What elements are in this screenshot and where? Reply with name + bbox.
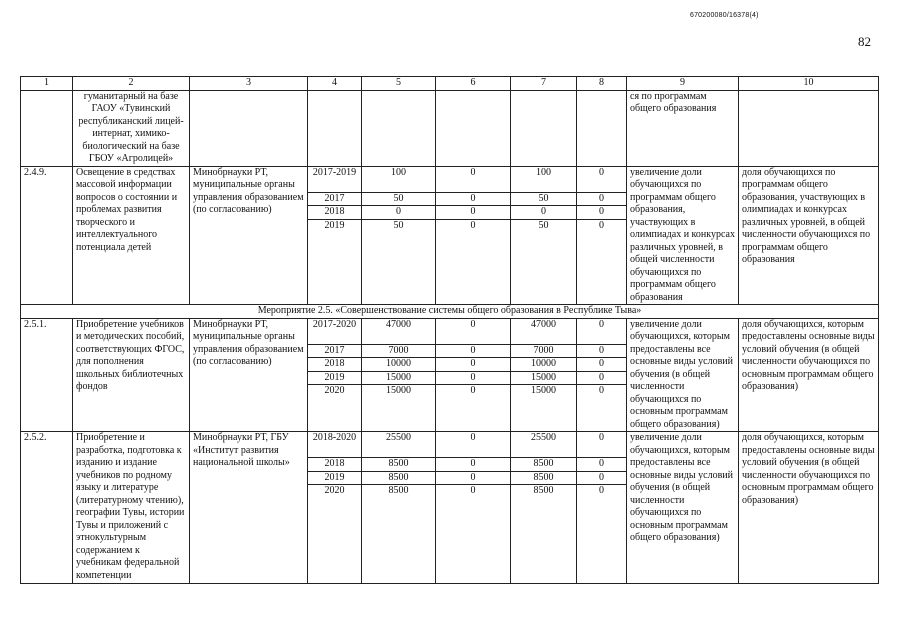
executor: Минобрнауки РТ, муниципальные органы управления образованием (по согласованию) — [190, 318, 308, 432]
value: 8500 — [533, 485, 554, 496]
total-cell — [362, 166, 436, 305]
value: 50 — [362, 192, 435, 206]
continuation-name: гуманитарный на базе ГАОУ «Тувинский республиканский лицей-интернат, химико-биологический на базе ГБОУ «Агролицей» — [73, 90, 190, 166]
regional-cell — [511, 166, 577, 305]
value: 0 — [470, 485, 476, 496]
value: 0 — [436, 192, 510, 206]
row-number: 2.5.2. — [21, 432, 73, 584]
activity-name: Приобретение и разработка, подготовка к изданию и издание учебников по родному языку и литературе (литературному чтению), географии Тувы, истории Тувы и приложений с этнокультурным содержанием к учебникам федеральной компетенции — [73, 432, 190, 584]
activity-name: Приобретение учебников и методических пособий, соответствующих ФГОС, для пополнения школьных библиотечных фондов — [73, 318, 190, 432]
value: 8500 — [362, 458, 435, 472]
value: 8500 — [511, 458, 576, 472]
value: 0 — [436, 371, 510, 385]
value: 100 — [362, 167, 435, 193]
value: 50 — [538, 219, 549, 231]
federal-cell — [436, 166, 511, 305]
value: 8500 — [388, 485, 409, 496]
value: 47000 — [511, 319, 576, 345]
value: 10000 — [362, 358, 435, 372]
value: 0 — [577, 192, 626, 206]
value: 100 — [511, 167, 576, 193]
value: 7000 — [362, 344, 435, 358]
col-header-10: 10 — [739, 77, 879, 91]
total-cell — [362, 318, 436, 432]
value: 15000 — [511, 371, 576, 385]
value: 0 — [362, 206, 435, 220]
value: 0 — [577, 471, 626, 485]
federal-cell — [436, 318, 511, 432]
value: 47000 — [362, 319, 435, 345]
regional-cell — [511, 432, 577, 584]
value: 0 — [577, 319, 626, 345]
year: 2018 — [308, 358, 361, 372]
years-cell — [308, 166, 362, 305]
value: 7000 — [511, 344, 576, 358]
col-header-3: 3 — [190, 77, 308, 91]
years-cell — [308, 432, 362, 584]
value: 0 — [577, 344, 626, 358]
value: 15000 — [386, 385, 411, 396]
value: 8500 — [511, 471, 576, 485]
value: 10000 — [511, 358, 576, 372]
program-table — [20, 76, 879, 584]
value: 0 — [436, 458, 510, 472]
other-cell — [577, 166, 627, 305]
value: 15000 — [362, 371, 435, 385]
year: 2018-2020 — [308, 432, 361, 458]
col-header-9: 9 — [627, 77, 739, 91]
page-number: 82 — [858, 34, 871, 49]
target-indicator: доля обучающихся, которым предоставлены основные виды условий обучения (в общей численности обучающихся по основным программам общего образования) — [739, 318, 879, 432]
value: 0 — [577, 432, 626, 458]
header-row — [21, 77, 879, 91]
target-indicator: доля обучающихся, которым предоставлены основные виды условий обучения (в общей численности обучающихся по основным программам общего образования) — [739, 432, 879, 584]
activity-name: Освещение в средствах массовой информации вопросов о состоянии и проблемах развития творческого и интеллектуального потенциала детей — [73, 166, 190, 305]
value: 0 — [436, 358, 510, 372]
row-number: 2.4.9. — [21, 166, 73, 305]
col-header-2: 2 — [73, 77, 190, 91]
year: 2018 — [308, 206, 361, 220]
value: 50 — [393, 219, 404, 231]
executor: Минобрнауки РТ, ГБУ «Институт развития национальной школы» — [190, 432, 308, 584]
year: 2020 — [324, 485, 345, 496]
year: 2020 — [324, 385, 345, 396]
document-id: 670200080/16378(4) — [690, 12, 759, 19]
row-number: 2.5.1. — [21, 318, 73, 432]
year: 2017-2020 — [308, 319, 361, 345]
value: 0 — [577, 358, 626, 372]
value: 15000 — [531, 385, 556, 396]
federal-cell — [436, 432, 511, 584]
measure-row — [21, 305, 879, 319]
table-row-2-4-9 — [21, 166, 879, 305]
year: 2017 — [308, 192, 361, 206]
value: 0 — [577, 458, 626, 472]
value: 0 — [599, 385, 604, 396]
regional-cell — [511, 318, 577, 432]
col-header-8: 8 — [577, 77, 627, 91]
target-indicator: доля обучающихся по программам общего образования, участвующих в олимпиадах и конкурсах различных уровней, в общей численности обучающихся по программам общего образования — [739, 166, 879, 305]
value: 0 — [436, 471, 510, 485]
years-cell — [308, 318, 362, 432]
year: 2018 — [308, 458, 361, 472]
table-row-2-5-1 — [21, 318, 879, 432]
value: 50 — [511, 192, 576, 206]
value: 8500 — [362, 471, 435, 485]
col-header-1: 1 — [21, 77, 73, 91]
other-cell — [577, 432, 627, 584]
table-row-2-5-2 — [21, 432, 879, 584]
year: 2019 — [308, 371, 361, 385]
other-cell — [577, 318, 627, 432]
expected-result: увеличение доли обучающихся, которым предоставлены все основные виды условий обучения (в общей численности обучающихся по основным программам общего образования) — [627, 318, 739, 432]
measure-title: Мероприятие 2.5. «Совершенствование системы общего образования в Республике Тыва» — [21, 305, 879, 319]
col-header-6: 6 — [436, 77, 511, 91]
col-header-7: 7 — [511, 77, 577, 91]
value: 0 — [599, 219, 604, 231]
value: 0 — [599, 485, 604, 496]
value: 0 — [577, 167, 626, 193]
total-cell — [362, 432, 436, 584]
year: 2017 — [308, 344, 361, 358]
value: 0 — [436, 206, 510, 220]
continuation-row — [21, 90, 879, 166]
value: 25500 — [511, 432, 576, 458]
value: 0 — [511, 206, 576, 220]
value: 0 — [436, 167, 510, 193]
value: 0 — [577, 206, 626, 220]
value: 0 — [436, 432, 510, 458]
value: 0 — [436, 319, 510, 345]
expected-result: увеличение доли обучающихся по программам общего образования, участвующих в олимпиадах и конкурсах различных уровней, в общей численности обучающихся по программам общего образования — [627, 166, 739, 305]
executor: Минобрнауки РТ, муниципальные органы управления образованием (по согласованию) — [190, 166, 308, 305]
value: 0 — [470, 219, 476, 231]
col-header-4: 4 — [308, 77, 362, 91]
expected-result: увеличение доли обучающихся, которым предоставлены все основные виды условий обучения (в общей численности обучающихся по основным программам общего образования) — [627, 432, 739, 584]
year: 2019 — [324, 219, 345, 231]
col-header-5: 5 — [362, 77, 436, 91]
value: 0 — [470, 385, 476, 396]
value: 0 — [577, 371, 626, 385]
value: 0 — [436, 344, 510, 358]
year: 2017-2019 — [308, 167, 361, 193]
value: 25500 — [362, 432, 435, 458]
year: 2019 — [308, 471, 361, 485]
continuation-indicator: ся по программам общего образования — [627, 90, 739, 166]
